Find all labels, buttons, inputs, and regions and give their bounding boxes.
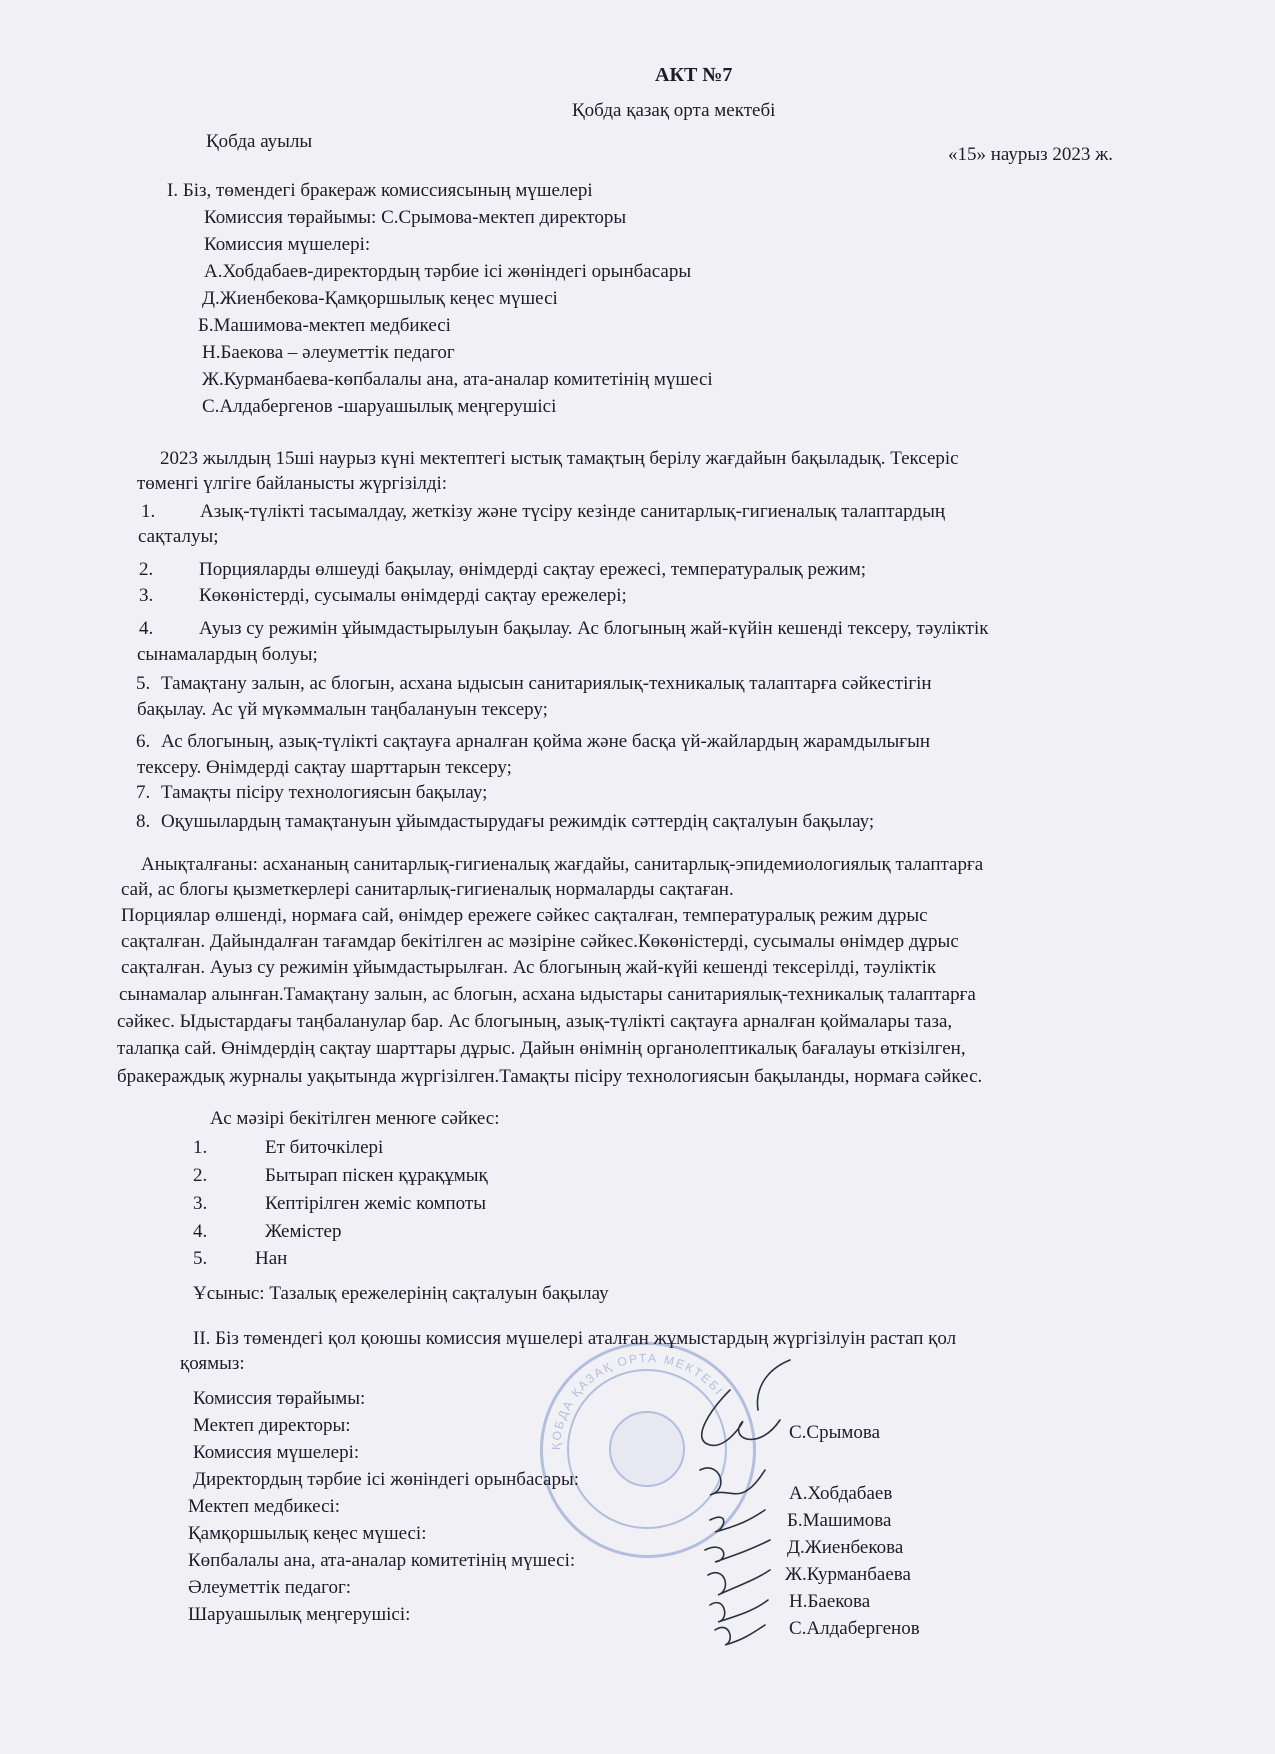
inspection-item-number: 4. [139, 618, 154, 639]
member-line: Б.Машимова-мектеп медбикесі [198, 315, 451, 336]
inspection-item-number: 8. [136, 811, 151, 832]
signatory-name: Б.Машимова [787, 1510, 892, 1531]
recommendation: Ұсыныс: Тазалық ережелерінің сақталуын бақылау [193, 1283, 609, 1304]
place-name: Қобда ауылы [206, 131, 313, 152]
inspection-item-number: 3. [139, 585, 154, 606]
findings-line: сақталған. Дайындалған тағамдар бекітілген ас мәзіріне сәйкес.Көкөністерді, сусымалы өнімдер дұрыс [121, 931, 959, 952]
inspection-item-number: 1. [141, 501, 156, 522]
signatory-name: С.Алдабергенов [789, 1618, 920, 1639]
signature-role: Мектеп медбикесі: [188, 1496, 341, 1517]
menu-item-name: Нан [255, 1248, 288, 1269]
inspection-item-text: тексеру. Өнімдерді сақтау шарттарын тексеру; [137, 757, 512, 778]
signatory-name: Н.Баекова [789, 1591, 871, 1612]
member-line: Ж.Курманбаева-көпбалалы ана, ата-аналар комитетінің мүшесі [202, 369, 713, 390]
signature-role: Комиссия төрайымы: [193, 1388, 366, 1409]
inspection-item-text: бақылау. Ас үй мүкәммалын таңбалануын тексеру; [137, 699, 548, 720]
findings-line: сақталған. Ауыз су режимін ұйымдастырылған. Ас блогының жай-күйі кешенді тексерілді, тәуліктік [121, 957, 937, 978]
menu-item-number: 2. [193, 1165, 208, 1186]
signature-role: Мектеп директоры: [193, 1415, 351, 1436]
inspection-item-text: Тамақтану залын, ас блогын, асхана ыдысын санитариялық-техникалық талаптарға сәйкестігін [161, 673, 932, 694]
findings-line: сай, ас блогы қызметкерлері санитарлық-гигиеналық нормаларды сақтаған. [121, 879, 734, 900]
handwritten-signatures [670, 1350, 850, 1650]
document-date: «15» наурыз 2023 ж. [948, 144, 1114, 165]
signature-role: Директордың тәрбие ісі жөніндегі орынбасары: [193, 1469, 580, 1490]
inspection-item-number: 7. [136, 782, 151, 803]
signature-role: Комиссия мүшелері: [193, 1442, 360, 1463]
member-line: Комиссия төрайымы: С.Срымова-мектеп директоры [204, 207, 627, 228]
signature-role: Қамқоршылық кеңес мүшесі: [188, 1523, 427, 1544]
member-line: Д.Жиенбекова-Қамқоршылық кеңес мүшесі [202, 288, 558, 309]
menu-item-number: 1. [193, 1137, 208, 1158]
inspection-item-text: сақталуы; [138, 526, 219, 547]
inspection-item-text: Ауыз су режимін ұйымдастырылуын бақылау. Ас блогының жай-күйін кешенді тексеру, тәуліктік [199, 618, 989, 639]
signatory-name: А.Хобдабаев [789, 1483, 893, 1504]
menu-item-number: 4. [193, 1221, 208, 1242]
signatory-name: Ж.Курманбаева [785, 1564, 911, 1585]
school-name: Қобда қазақ орта мектебі [572, 100, 776, 121]
findings-line: талапқа сай. Өнімдердің сақтау шарттары дұрыс. Дайын өнімнің органолептикалық бағалауы өткізілген, [117, 1038, 966, 1059]
member-line: Н.Баекова – әлеуметтік педагог [202, 342, 455, 363]
member-line: Комиссия мүшелері: [204, 234, 371, 255]
menu-item-number: 5. [193, 1248, 208, 1269]
member-line: А.Хобдабаев-директордың тәрбие ісі жөніндегі орынбасары [204, 261, 692, 282]
menu-intro: Ас мәзірі бекітілген менюге сәйкес: [210, 1108, 500, 1129]
inspection-item-text: сынамалардың болуы; [137, 644, 318, 665]
inspection-item-number: 6. [136, 731, 151, 752]
signatory-name: Д.Жиенбекова [787, 1537, 904, 1558]
inspection-item-text: Оқушылардың тамақтануын ұйымдастырудағы режимдік сәттердің сақталуын бақылау; [161, 811, 875, 832]
inspection-item-text: Порцияларды өлшеуді бақылау, өнімдерді сақтау ережесі, температуралық режим; [199, 559, 867, 580]
menu-item-name: Жемістер [265, 1221, 342, 1242]
signature-role: Әлеуметтік педагог: [188, 1577, 352, 1598]
menu-item-name: Бытырап піскен құрақұмық [265, 1165, 488, 1186]
findings-line: бракераждық журналы уақытында жүргізілген.Тамақты пісіру технологиясын бақыланды, нормаға сәйкес. [117, 1066, 983, 1087]
document-title: АКТ №7 [655, 64, 733, 86]
menu-item-name: Кептірілген жеміс компоты [265, 1193, 486, 1214]
signature-role: Шаруашылық меңгерушісі: [188, 1604, 411, 1625]
section2-line: қоямыз: [180, 1353, 245, 1374]
inspection-item-text: Азық-түлікті тасымалдау, жеткізу және түсіру кезінде санитарлық-гигиеналық талаптардың [200, 501, 946, 522]
menu-item-name: Ет биточкілері [265, 1137, 384, 1158]
findings-line: сәйкес. Ыдыстардағы таңбаланулар бар. Ас блогының, азық-түлікті сақтауға арналған қоймалары таза, [117, 1011, 953, 1032]
inspection-intro-line: 2023 жылдың 15ші наурыз күні мектептегі ыстық тамақтың берілу жағдайын бақыладық. Тексеріс [160, 448, 959, 469]
findings-line: сынамалар алынған.Тамақтану залын, ас блогын, асхана ыдыстары санитариялық-техникалық талаптарға [119, 984, 976, 1005]
inspection-intro-line: төменгі үлгіге байланысты жүргізілді: [137, 473, 448, 494]
menu-item-number: 3. [193, 1193, 208, 1214]
inspection-item-text: Көкөністерді, сусымалы өнімдерді сақтау ережелері; [199, 585, 627, 606]
stamp-text: ҚОБДА ҚАЗАҚ ОРТА МЕКТЕБІ [548, 1350, 727, 1451]
signature-role: Көпбалалы ана, ата-аналар комитетінің мүшесі: [188, 1550, 576, 1571]
signatory-name: С.Срымова [789, 1422, 881, 1443]
section2-line: II. Біз төмендегі қол қоюшы комиссия мүшелері аталған жұмыстардың жүргізілуін растап қол [193, 1328, 957, 1349]
findings-line: Порциялар өлшенді, нормаға сай, өнімдер ережеге сәйкес сақталған, температуралық режим дұрыс [121, 905, 928, 926]
inspection-item-text: Ас блогының, азық-түлікті сақтауға арналған қойма және басқа үй-жайлардың жарамдылығын [161, 731, 931, 752]
findings-line: Анықталғаны: асхананың санитарлық-гигиеналық жағдайы, санитарлық-эпидемиологиялық талаптарға [141, 854, 984, 875]
inspection-item-number: 5. [136, 673, 151, 694]
inspection-item-number: 2. [139, 559, 154, 580]
inspection-item-text: Тамақты пісіру технологиясын бақылау; [161, 782, 488, 803]
section1-intro: I. Біз, төмендегі бракераж комиссиясының мүшелері [167, 180, 593, 201]
member-line: С.Алдабергенов -шаруашылық меңгерушісі [202, 396, 557, 417]
